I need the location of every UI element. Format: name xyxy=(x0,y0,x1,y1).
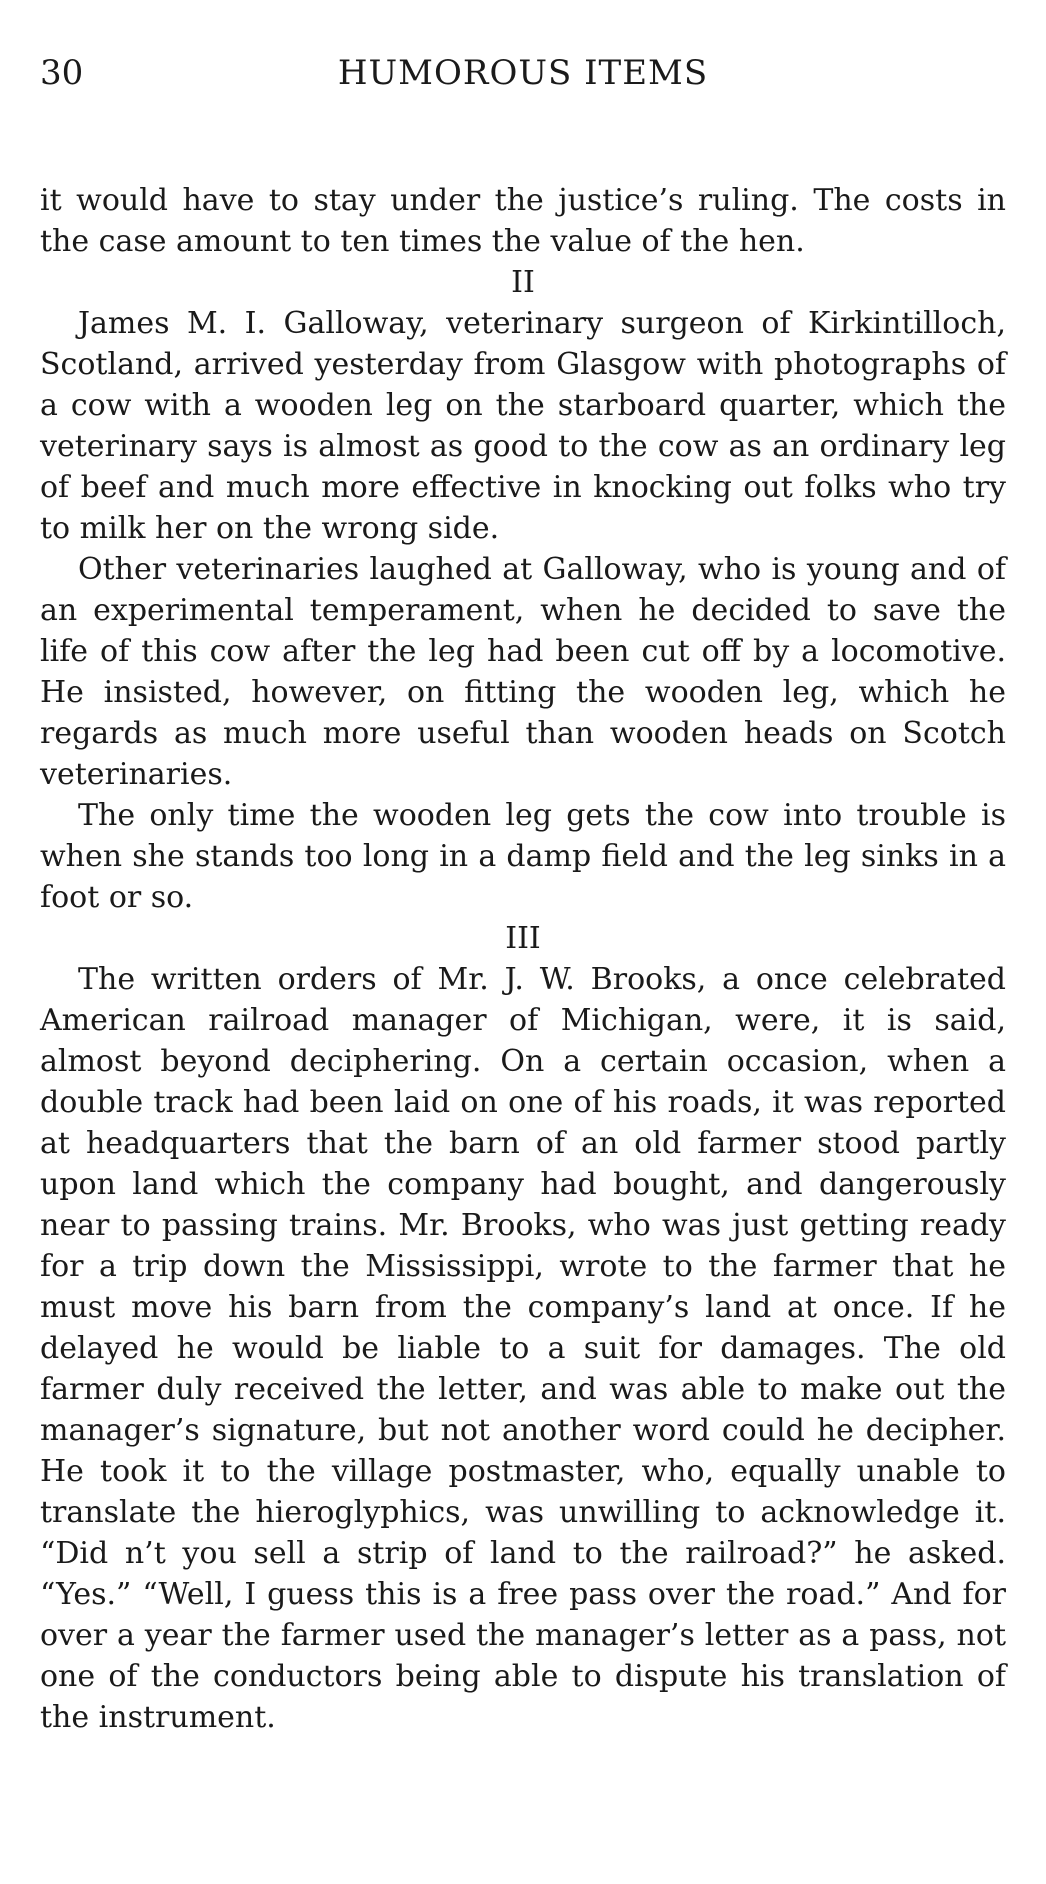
section-heading-ii: II xyxy=(511,265,535,300)
section-ii-paragraph-2: Other veterinaries laughed at Galloway, who is young and of an experimental temperament, when he decided to save the life of this cow after the leg had been cut off by a locomotive. He insisted, however, on fitting the wooden leg, which he regards as much more useful than wooden heads on Scotch veterinaries. xyxy=(40,552,1006,792)
running-title: HUMOROUS ITEMS xyxy=(337,53,709,93)
section-ii-paragraph-3: The only time the wooden leg gets the cow into trouble is when she stands too long in a damp field and the leg sinks in a foot or so. xyxy=(40,798,1006,915)
section-ii-paragraph-1: James M. I. Galloway, veterinary surgeon of Kirkintilloch, Scotland, arrived yesterday from Glasgow with photographs of a cow with a wooden leg on the starboard quarter, which the veterinary says is almost as good to the cow as an ordinary leg of beef and much more effective in knocking out folks who try to milk her on the wrong side. xyxy=(40,306,1006,546)
page-header xyxy=(40,48,1006,98)
book-page xyxy=(40,48,1006,1738)
section-heading-iii: III xyxy=(505,921,541,956)
page-body xyxy=(40,180,1006,1738)
page-number: 30 xyxy=(40,53,84,93)
section-iii-paragraph-1: The written orders of Mr. J. W. Brooks, a once celebrated American railroad manager of Michigan, were, it is said, almost beyond deciphering. On a certain occasion, when a double track had been laid on one of his roads, it was reported at headquarters that the barn of an old farmer stood partly upon land which the company had bought, and dangerously near to passing trains. Mr. Brooks, who was just getting ready for a trip down the Mississippi, wrote to the farmer that he must move his barn from the company’s land at once. If he delayed he would be liable to a suit for damages. The old farmer duly received the letter, and was able to make out the manager’s signature, but not another word could he decipher. He took it to the village postmaster, who, equally unable to translate the hieroglyphics, was unwilling to acknowledge it. “Did n’t you sell a strip of land to the railroad?” he asked. “Yes.” “Well, I guess this is a free pass over the road.” And for over a year the farmer used the manager’s letter as a pass, not one of the conductors being able to dispute his translation of the instrument. xyxy=(40,962,1006,1735)
continuation-paragraph: it would have to stay under the justice’s ruling. The costs in the case amount to ten times the value of the hen. xyxy=(40,183,1006,259)
